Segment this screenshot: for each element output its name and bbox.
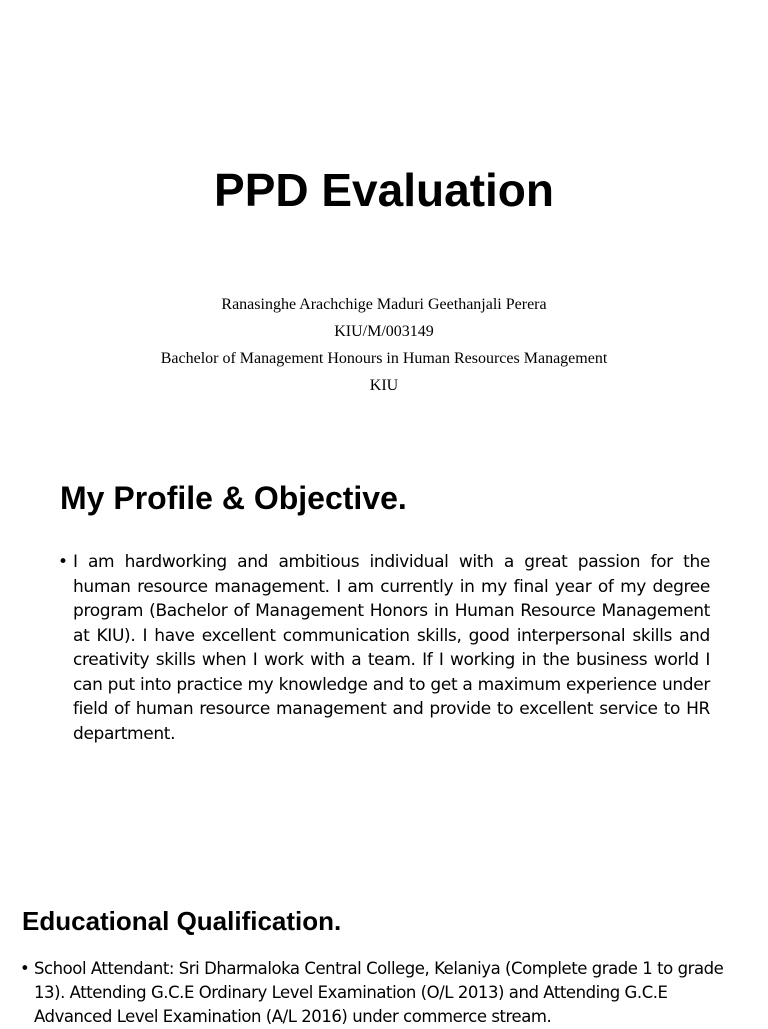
student-id: KIU/M/003149 [334,323,434,340]
education-bullet-list [20,957,748,1029]
institution: KIU [369,377,399,394]
education-slide [0,895,768,1024]
student-name: Ranasinghe Arachchige Maduri Geethanjali Perera [221,296,547,313]
education-text: School Attendant: Sri Dharmaloka Central College, Kelaniya (Complete grade 1 to grade 13). Attending G.C.E Ordinary Level Examination (O/L 2013) and Attending G.C.E Advanced Level Examination (A/L 2016) under commerce stream. [34,959,724,1026]
page-title: PPD Evaluation [214,164,554,216]
bullet-icon: • [58,552,68,572]
list-item [20,957,748,1029]
list-item [58,550,710,746]
degree-program: Bachelor of Management Honours in Human Resources Management [160,350,608,367]
profile-bullet-list [58,550,710,746]
subtitle-block [0,291,768,399]
education-heading: Educational Qualification. [22,906,342,936]
profile-heading: My Profile & Objective. [60,480,407,516]
profile-text: I am hardworking and ambitious individual with a great passion for the human resource management. I am currently in my final year of my degree program (Bachelor of Management Honors in Human Resource Management at KIU). I have excellent communication skills, good interpersonal skills and creativity skills when I work with a team. If I working in the business world I can put into practice my knowledge and to get a maximum experience under field of human resource management and provide to excellent service to HR department. [73,552,710,744]
bullet-icon: • [20,959,30,978]
title-slide [0,0,768,450]
profile-slide [0,460,768,880]
